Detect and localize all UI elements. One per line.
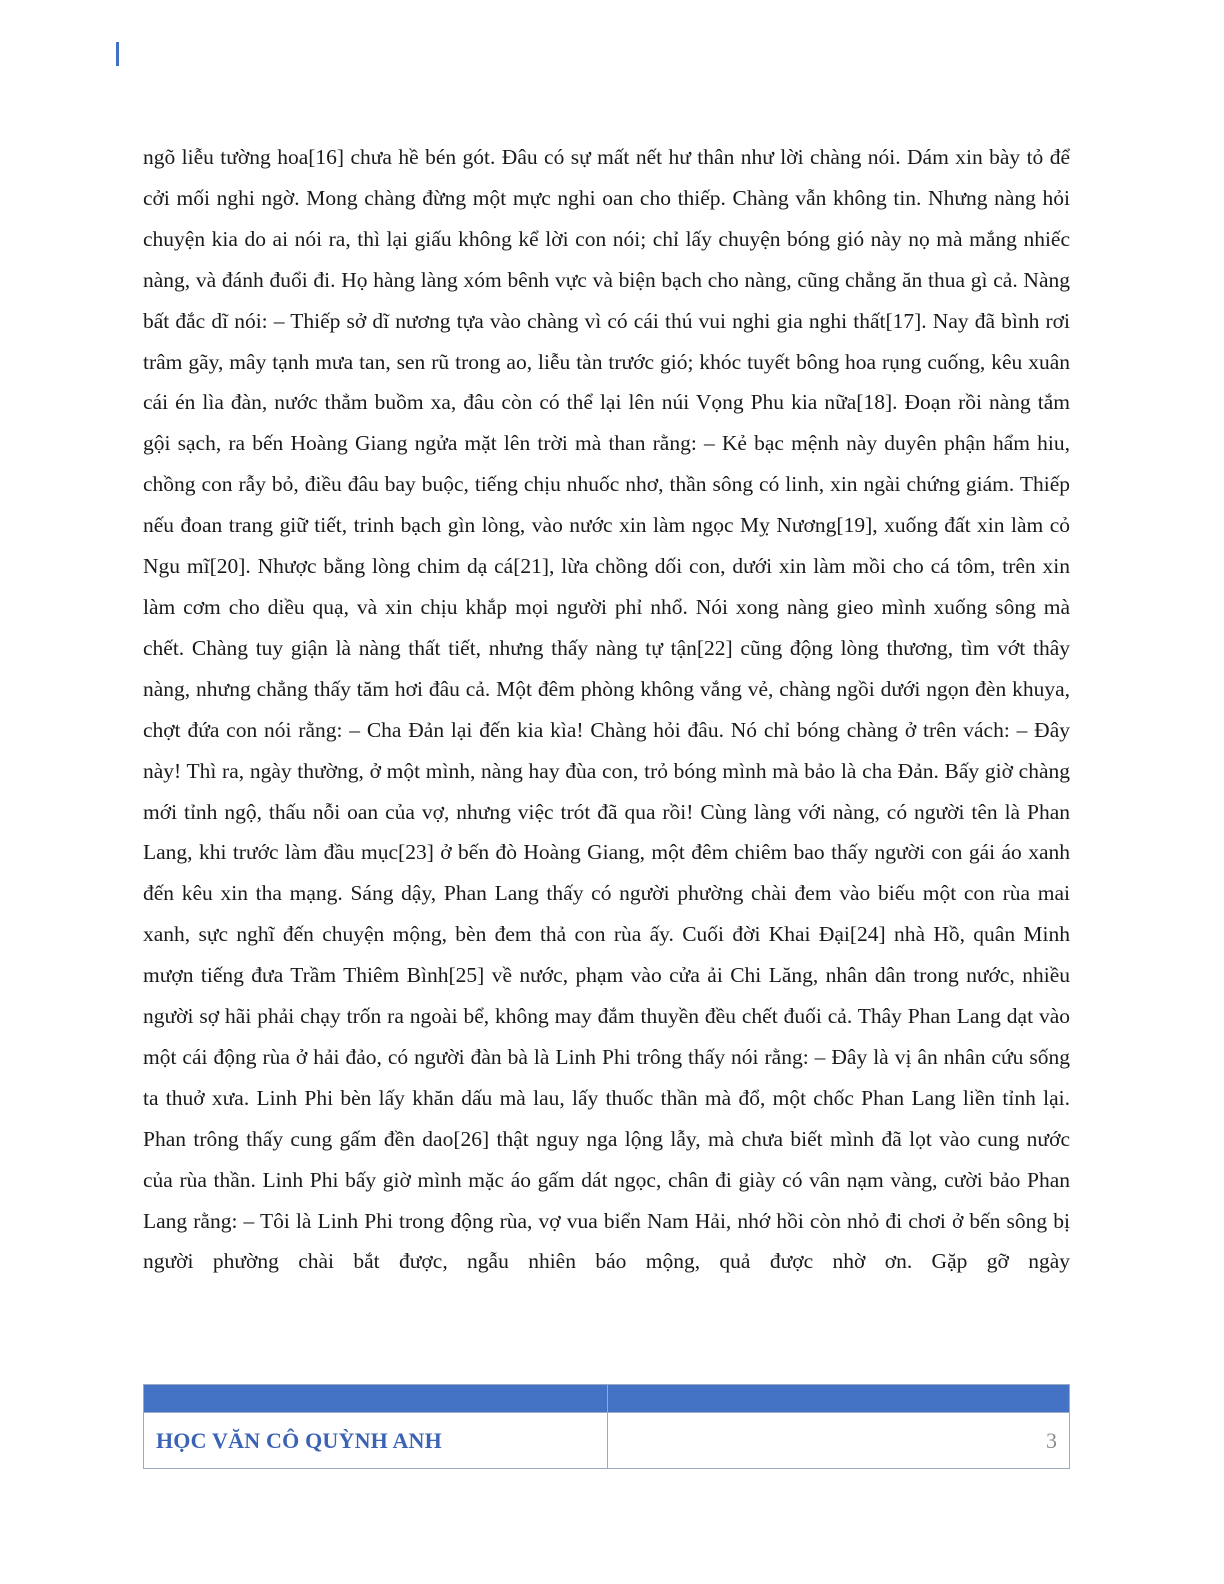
- footer-band-right: [608, 1385, 1070, 1413]
- page-footer: [143, 1384, 1070, 1469]
- header-cursor-mark: [116, 42, 119, 66]
- footer-content-row: [144, 1413, 1070, 1469]
- footer-title-cell: [144, 1413, 608, 1469]
- footer-accent-band: [144, 1385, 1070, 1413]
- footer-band-left: [144, 1385, 608, 1413]
- footer-page-cell: [608, 1413, 1070, 1469]
- body-paragraph: ngõ liễu tường hoa[16] chưa hề bén gót. Đâu có sự mất nết hư thân như lời chàng nói. Dám xin bày tỏ để cởi mối nghi ngờ. Mong chàng đừng một mực nghi oan cho thiếp. Chàng vẫn không tin. Nhưng nàng hỏi chuyện kia do ai nói ra, thì lại giấu không kể lời con nói; chỉ lấy chuyện bóng gió này nọ mà mắng nhiếc nàng, và đánh đuổi đi. Họ hàng làng xóm bênh vực và biện bạch cho nàng, cũng chẳng ăn thua gì cả. Nàng bất đắc dĩ nói: – Thiếp sở dĩ nương tựa vào chàng vì có cái thú vui nghi gia nghi thất[17]. Nay đã bình rơi trâm gãy, mây tạnh mưa tan, sen rũ trong ao, liễu tàn trước gió; khóc tuyết bông hoa rụng cuống, kêu xuân cái én lìa đàn, nước thẳm buồm xa, đâu còn có thể lại lên núi Vọng Phu kia nữa[18]. Đoạn rồi nàng tắm gội sạch, ra bến Hoàng Giang ngửa mặt lên trời mà than rằng: – Kẻ bạc mệnh này duyên phận hẩm hiu, chồng con rẫy bỏ, điều đâu bay buộc, tiếng chịu nhuốc nhơ, thần sông có linh, xin ngài chứng giám. Thiếp nếu đoan trang giữ tiết, trinh bạch gìn lòng, vào nước xin làm ngọc Mỵ Nương[19], xuống đất xin làm cỏ Ngu mĩ[20]. Nhược bằng lòng chim dạ cá[21], lừa chồng dối con, dưới xin làm mồi cho cá tôm, trên xin làm cơm cho diều quạ, và xin chịu khắp mọi người phỉ nhổ. Nói xong nàng gieo mình xuống sông mà chết. Chàng tuy giận là nàng thất tiết, nhưng thấy nàng tự tận[22] cũng động lòng thương, tìm vớt thây nàng, nhưng chẳng thấy tăm hơi đâu cả. Một đêm phòng không vắng vẻ, chàng ngồi dưới ngọn đèn khuya, chợt đứa con nói rằng: – Cha Đản lại đến kia kìa! Chàng hỏi đâu. Nó chỉ bóng chàng ở trên vách: – Đây này! Thì ra, ngày thường, ở một mình, nàng hay đùa con, trỏ bóng mình mà bảo là cha Đản. Bấy giờ chàng mới tỉnh ngộ, thấu nỗi oan của vợ, nhưng việc trót đã qua rồi! Cùng làng với nàng, có người tên là Phan Lang, khi trước làm đầu mục[23] ở bến đò Hoàng Giang, một đêm chiêm bao thấy người con gái áo xanh đến kêu xin tha mạng. Sáng dậy, Phan Lang thấy có người phường chài đem vào biếu một con rùa mai xanh, sực nghĩ đến chuyện mộng, bèn đem thả con rùa ấy. Cuối đời Khai Đại[24] nhà Hồ, quân Minh mượn tiếng đưa Trầm Thiêm Bình[25] về nước, phạm vào cửa ải Chi Lăng, nhân dân trong nước, nhiều người sợ hãi phải chạy trốn ra ngoài bể, không may đắm thuyền đều chết đuối cả. Thây Phan Lang dạt vào một cái động rùa ở hải đảo, có người đàn bà là Linh Phi trông thấy nói rằng: – Đây là vị ân nhân cứu sống ta thuở xưa. Linh Phi bèn lấy khăn dấu mà lau, lấy thuốc thần mà đổ, một chốc Phan Lang liền tỉnh lại. Phan trông thấy cung gấm đền dao[26] thật nguy nga lộng lẫy, mà chưa biết mình đã lọt vào cung nước của rùa thần. Linh Phi bấy giờ mình mặc áo gấm dát ngọc, chân đi giày có vân nạm vàng, cười bảo Phan Lang rằng: – Tôi là Linh Phi trong động rùa, vợ vua biển Nam Hải, nhớ hồi còn nhỏ đi chơi ở bến sông bị người phường chài bắt được, ngẫu nhiên báo mộng, quả được nhờ ơn. Gặp gỡ ngày: [143, 145, 1070, 1274]
- footer-title: HỌC VĂN CÔ QUỲNH ANH: [156, 1427, 442, 1453]
- page-number: 3: [1046, 1427, 1057, 1453]
